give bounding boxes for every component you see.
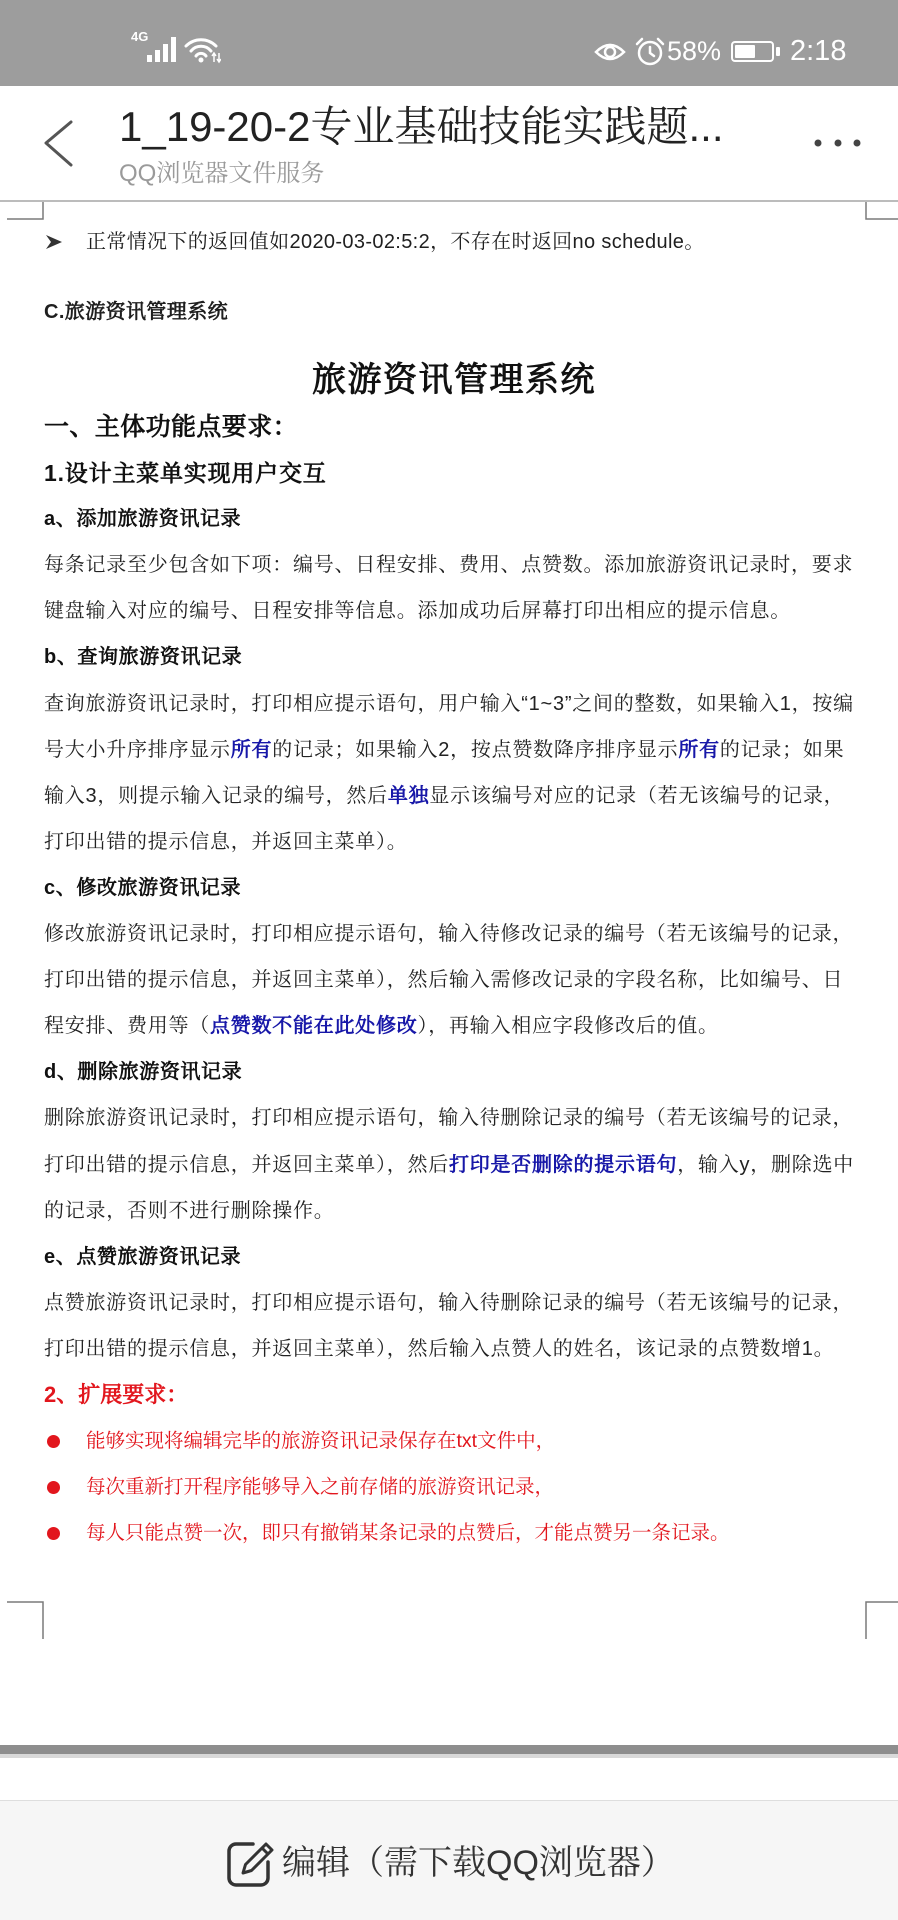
paragraph-text: ），再输入相应字段修改后的值。 bbox=[417, 1015, 719, 1038]
extension-item bbox=[44, 1510, 874, 1556]
network-type: 4G bbox=[131, 29, 149, 44]
service-subtitle: QQ浏览器文件服务 bbox=[119, 160, 325, 187]
document-body bbox=[44, 404, 874, 1556]
battery-cap bbox=[776, 47, 780, 56]
battery-fill bbox=[735, 45, 755, 58]
more-button[interactable] bbox=[806, 128, 870, 158]
paragraph-line: 删除旅游资讯记录时，打印相应提示语句，输入待删除记录的编号（若无该编号的记录， bbox=[44, 1107, 854, 1130]
section-label: C.旅游资讯管理系统 bbox=[44, 301, 228, 323]
red-bullet-icon bbox=[47, 1527, 60, 1540]
extension-item bbox=[44, 1418, 874, 1464]
page-separator bbox=[0, 1745, 898, 1754]
edit-button[interactable] bbox=[222, 1829, 678, 1897]
page-corner-top-left bbox=[6, 202, 46, 221]
paragraph-line: 键盘输入对应的编号、日程安排等信息。添加成功后屏幕打印出相应的提示信息。 bbox=[44, 600, 791, 623]
chevron-left-icon bbox=[38, 116, 78, 172]
battery-percent: 58% bbox=[667, 36, 722, 66]
edit-icon bbox=[225, 1837, 275, 1889]
paragraph-text: 的记录；如果输入2，按点赞数降序排序显示 bbox=[272, 738, 679, 761]
paragraph-line: 打印出错的提示信息，并返回主菜单），然后输入点赞人的姓名，该记录的点赞数增1。 bbox=[44, 1337, 835, 1360]
emphasis-text: 所有 bbox=[678, 738, 720, 761]
paragraph-line: 修改旅游资讯记录时，打印相应提示语句，输入待修改记录的编号（若无该编号的记录， bbox=[44, 923, 854, 946]
main-requirements-heading: 一、主体功能点要求： bbox=[44, 413, 299, 441]
edit-label: 编辑（需下载QQ浏览器） bbox=[282, 1844, 675, 1882]
page-corner-top-right bbox=[864, 202, 898, 221]
paragraph-text: 显示该编号对应的记录（若无该编号的记录， bbox=[429, 784, 845, 807]
red-bullet-icon bbox=[47, 1481, 60, 1494]
emphasis-text: 单独 bbox=[387, 784, 430, 807]
paragraph-line bbox=[44, 773, 874, 819]
paragraph-text: 打印出错的提示信息，并返回主菜单），然后 bbox=[44, 1153, 449, 1176]
paragraph-line: 查询旅游资讯记录时，打印相应提示语句，用户输入“1~3”之间的整数，如果输入1，按编 bbox=[44, 692, 854, 715]
document-title: 旅游资讯管理系统 bbox=[312, 361, 596, 399]
intro-line: 正常情况下的返回值如2020-03-02:5:2，不存在时返回no schedule。 bbox=[86, 231, 705, 253]
paragraph-text: 输入3，则提示输入记录的编号，然后 bbox=[44, 784, 388, 807]
feature-heading-like: e、点赞旅游资讯记录 bbox=[44, 1245, 242, 1268]
emphasis-text: 打印是否删除的提示语句 bbox=[449, 1153, 678, 1176]
extension-text: 每人只能点赞一次，即只有撤销某条记录的点赞后，才能点赞另一条记录。 bbox=[86, 1522, 730, 1545]
paragraph-line bbox=[44, 727, 874, 773]
signal-icon bbox=[147, 37, 179, 63]
paragraph-text: 程安排、费用等（ bbox=[44, 1015, 210, 1038]
paragraph-line bbox=[44, 1142, 874, 1188]
wifi-icon bbox=[183, 35, 221, 65]
menu-heading: 1.设计主菜单实现用户交互 bbox=[44, 460, 327, 487]
paragraph-line: 的记录，否则不进行删除操作。 bbox=[44, 1199, 335, 1222]
clock-time: 2:18 bbox=[790, 35, 847, 67]
paragraph-text: ，输入y，删除选中 bbox=[677, 1153, 854, 1176]
extension-requirements-heading: 2、扩展要求： bbox=[44, 1381, 189, 1407]
emphasis-text: 点赞数不能在此处修改 bbox=[210, 1015, 418, 1038]
paragraph-line bbox=[44, 1003, 874, 1049]
extension-text: 每次重新打开程序能够导入之前存储的旅游资讯记录， bbox=[86, 1476, 555, 1499]
paragraph-line: 点赞旅游资讯记录时，打印相应提示语句，输入待删除记录的编号（若无该编号的记录， bbox=[44, 1291, 854, 1314]
document-name: 1_19-20-2专业基础技能实践题... bbox=[119, 103, 724, 150]
extension-item bbox=[44, 1464, 874, 1510]
paragraph-line: 每条记录至少包含如下项：编号、日程安排、费用、点赞数。添加旅游资讯记录时，要求 bbox=[44, 554, 854, 577]
paragraph-text: 的记录；如果 bbox=[719, 738, 845, 761]
extension-text: 能够实现将编辑完毕的旅游资讯记录保存在txt文件中， bbox=[86, 1430, 556, 1453]
alarm-icon bbox=[634, 36, 666, 66]
more-dots-icon bbox=[806, 128, 870, 158]
back-button[interactable] bbox=[38, 116, 78, 172]
page-corner-bottom-left bbox=[6, 1601, 46, 1641]
paragraph-line: 打印出错的提示信息，并返回主菜单）。 bbox=[44, 830, 408, 853]
feature-heading-delete: d、删除旅游资讯记录 bbox=[44, 1061, 243, 1084]
status-bar bbox=[0, 0, 898, 86]
eye-icon bbox=[594, 40, 626, 64]
feature-heading-add: a、添加旅游资讯记录 bbox=[44, 508, 242, 531]
paragraph-text: 号大小升序排序显示 bbox=[44, 738, 231, 761]
app-header bbox=[0, 86, 898, 202]
page-separator-shadow bbox=[0, 1754, 898, 1758]
page-corner-bottom-right bbox=[864, 1601, 898, 1641]
red-bullet-icon bbox=[47, 1435, 60, 1448]
paragraph-line: 打印出错的提示信息，并返回主菜单），然后输入需修改记录的字段名称，比如编号、日 bbox=[44, 969, 844, 992]
bottom-toolbar bbox=[0, 1800, 898, 1920]
emphasis-text: 所有 bbox=[230, 738, 273, 761]
arrow-bullet-icon bbox=[46, 235, 62, 249]
feature-heading-query: b、查询旅游资讯记录 bbox=[44, 646, 243, 669]
battery-icon bbox=[731, 41, 774, 62]
feature-heading-modify: c、修改旅游资讯记录 bbox=[44, 876, 242, 899]
